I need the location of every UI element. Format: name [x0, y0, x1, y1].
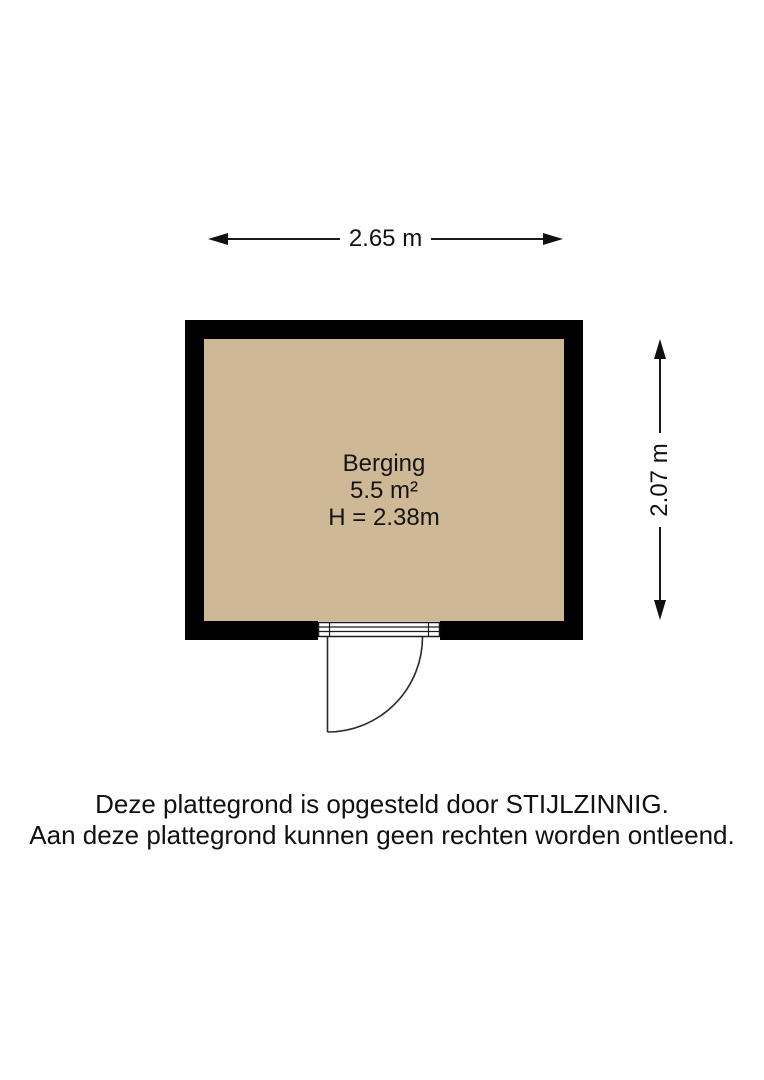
arrow-down-icon: [654, 600, 666, 620]
dimension-line: [659, 359, 661, 433]
room-label: [284, 450, 484, 531]
door-swing: [310, 615, 450, 745]
dimension-height-label: 2.07 m: [646, 442, 673, 517]
arrow-right-icon: [543, 233, 563, 245]
dimension-height: [646, 339, 673, 620]
dimension-width: [208, 227, 563, 251]
dimension-line: [228, 238, 340, 240]
arrow-up-icon: [654, 339, 666, 359]
dimension-line: [659, 527, 661, 601]
dimension-line: [431, 238, 543, 240]
room-ceiling-height: H = 2.38m: [328, 504, 440, 531]
room-name: Berging: [342, 450, 426, 477]
dimension-width-label: 2.65 m: [348, 225, 423, 252]
disclaimer-line-1: Deze plattegrond is opgesteld door STIJLZINNIG.: [95, 789, 669, 819]
arrow-left-icon: [208, 233, 228, 245]
disclaimer: [0, 789, 764, 851]
room-area: 5.5 m²: [349, 477, 418, 504]
disclaimer-line-2: Aan deze plattegrond kunnen geen rechten worden ontleend.: [29, 820, 735, 850]
